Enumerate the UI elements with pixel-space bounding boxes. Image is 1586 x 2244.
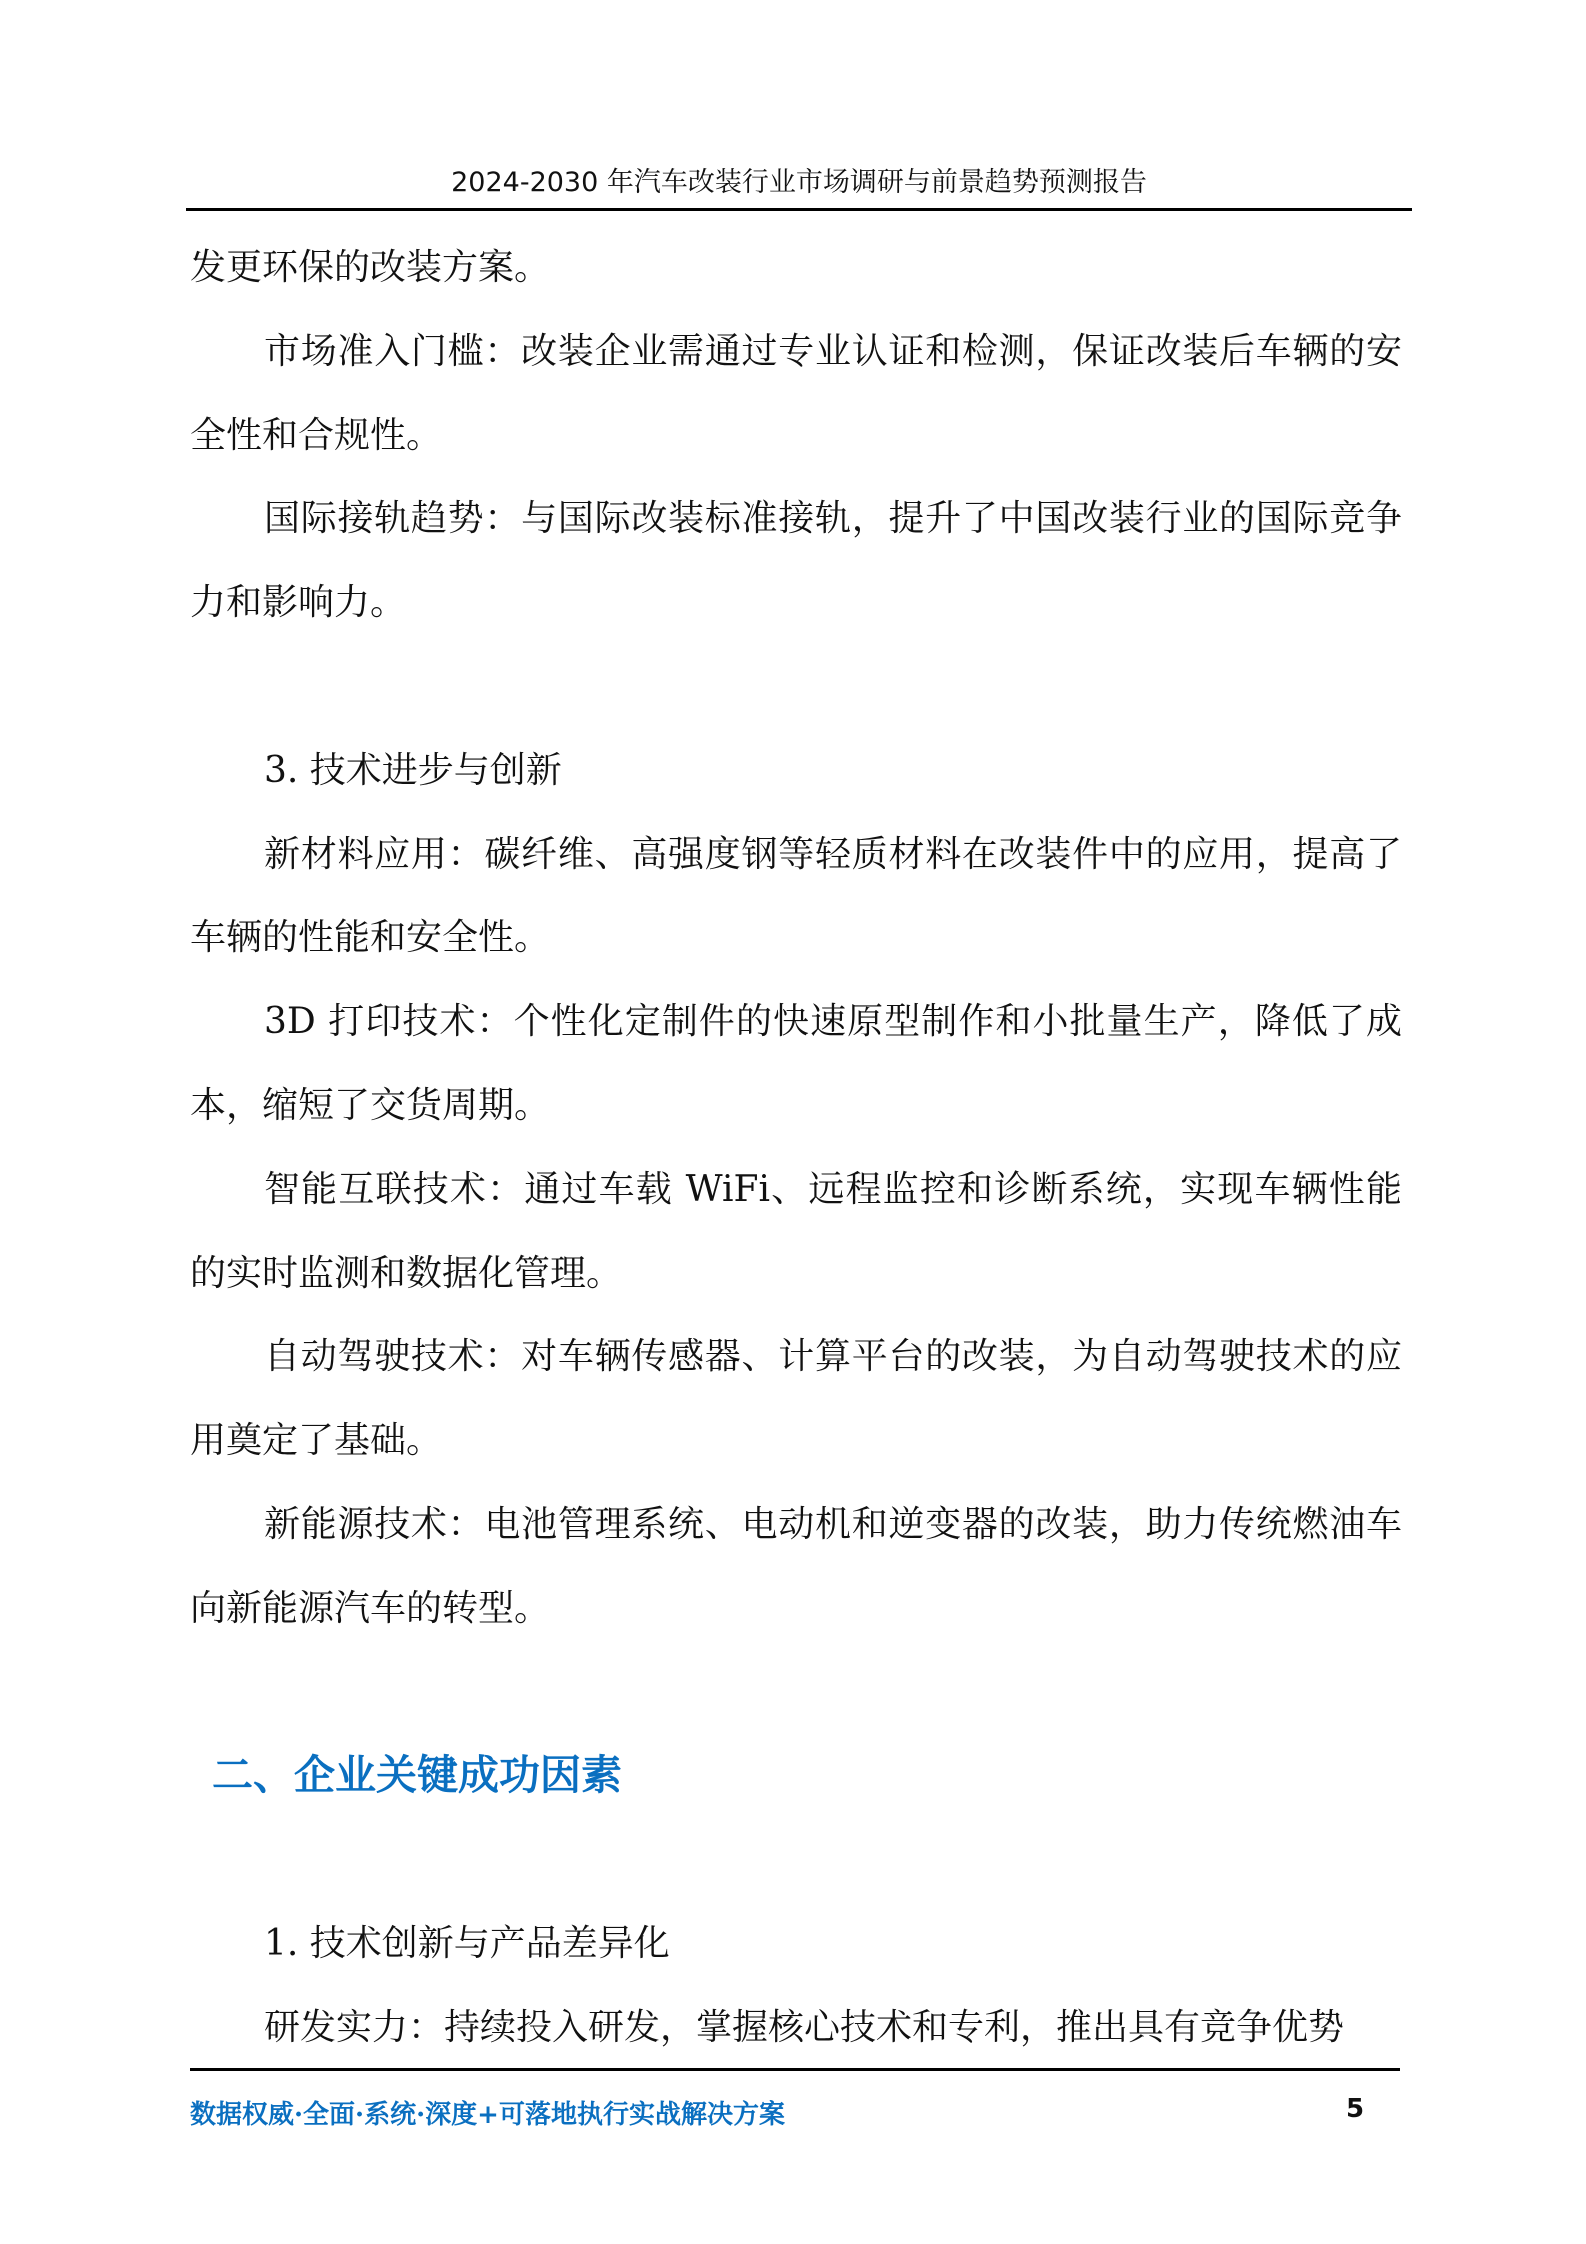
footer-slogan: 数据权威·全面·系统·深度+可落地执行实战解决方案 <box>190 2100 785 2130</box>
paragraph: 新材料应用：碳纤维、高强度钢等轻质材料在改装件中的应用，提高了车辆的性能和安全性。 <box>190 833 1402 959</box>
paragraph: 市场准入门槛：改装企业需通过专业认证和检测，保证改装后车辆的安全性和合规性。 <box>190 330 1402 456</box>
header-divider <box>186 208 1412 211</box>
paragraph: 研发实力：持续投入研发，掌握核心技术和专利，推出具有竞争优势 <box>264 2006 1345 2048</box>
page-body <box>190 226 1402 2070</box>
paragraph: 3D 打印技术：个性化定制件的快速原型制作和小批量生产，降低了成本，缩短了交货周期。 <box>190 1001 1402 1126</box>
chapter-heading: 二、企业关键成功因素 <box>212 1751 622 1800</box>
section-heading: 1. 技术创新与产品差异化 <box>264 1922 670 1964</box>
page-number: 5 <box>1346 2094 1365 2124</box>
paragraph: 智能互联技术：通过车载 WiFi、远程监控和诊断系统，实现车辆性能的实时监测和数据化管理。 <box>190 1168 1402 1294</box>
running-header: 2024-2030 年汽车改装行业市场调研与前景趋势预测报告 <box>451 167 1147 198</box>
paragraph: 新能源技术：电池管理系统、电动机和逆变器的改装，助力传统燃油车向新能源汽车的转型。 <box>190 1503 1402 1629</box>
paragraph: 发更环保的改装方案。 <box>190 247 551 288</box>
footer-divider <box>190 2068 1400 2071</box>
paragraph: 国际接轨趋势：与国际改装标准接轨，提升了中国改装行业的国际竞争力和影响力。 <box>190 498 1402 624</box>
section-heading: 3. 技术进步与创新 <box>264 749 562 791</box>
paragraph: 自动驾驶技术：对车辆传感器、计算平台的改装，为自动驾驶技术的应用奠定了基础。 <box>190 1336 1402 1462</box>
